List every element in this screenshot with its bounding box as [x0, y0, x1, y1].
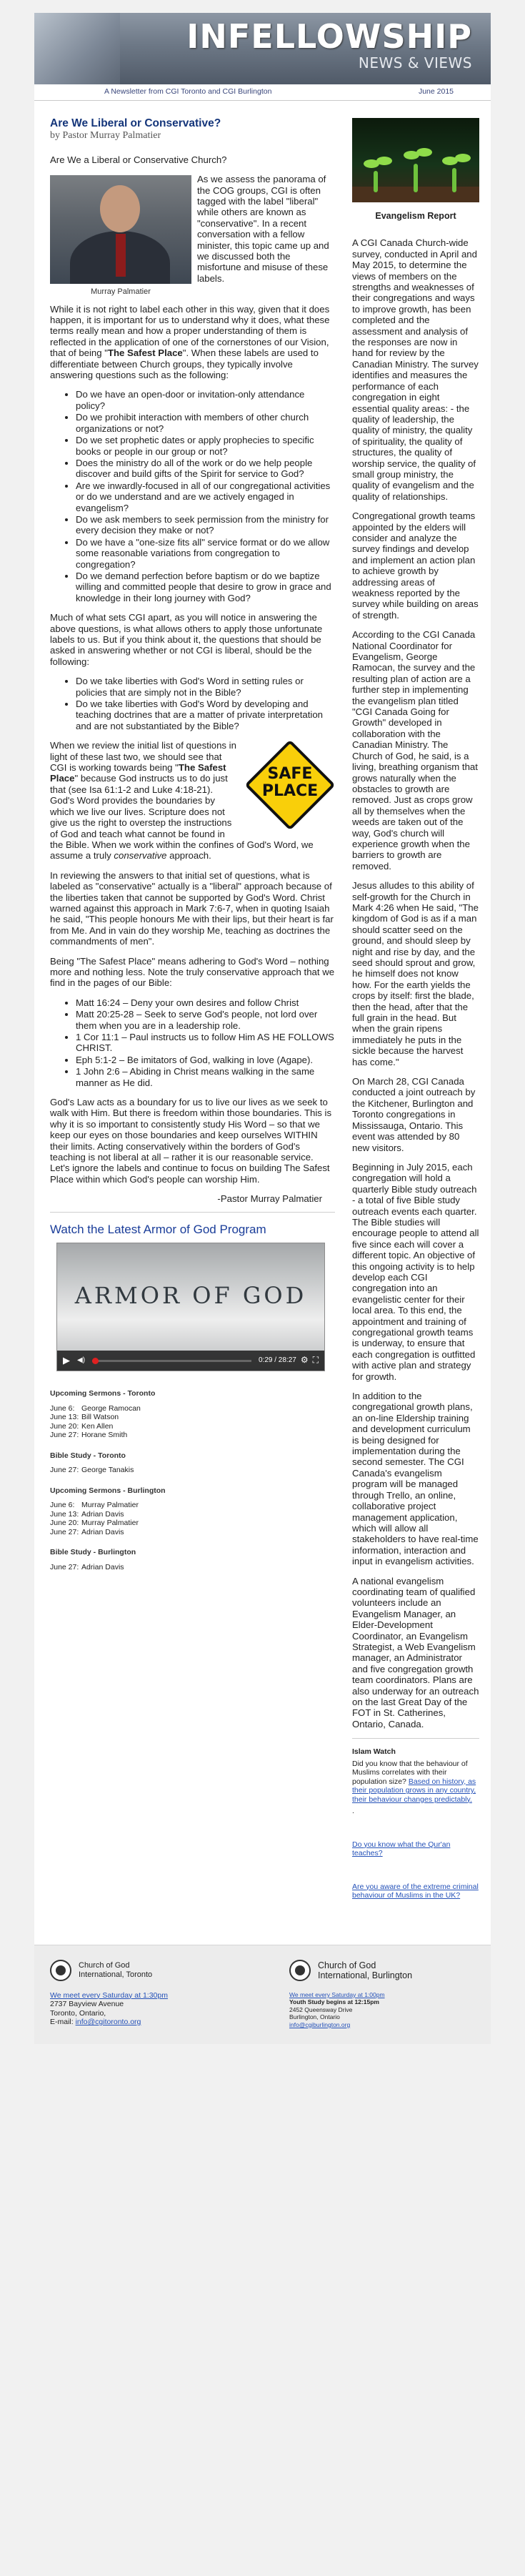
footer-address-2: Burlington, Ontario [289, 2013, 340, 2021]
author-photo [50, 175, 191, 284]
sidebar-paragraph: In addition to the congregational growth plans, an on-line Eldership training and development curriculum is being designed for implementation during the second semester. The CGI Canada's evangelism program will be managed through Trello, an online, collaborative project management application, which will allow all stakeholders to have real-time information, interaction and input in evangelism activities. [352, 1391, 479, 1567]
newsletter-page [34, 13, 491, 2044]
schedule-section [50, 1389, 335, 1571]
list-item: • Matt 16:24 – Deny your own desires and follow Christ [76, 997, 335, 1008]
sidebar-paragraph: Jesus alludes to this ability of self-growth for the Church in Mark 4:26 when He said, "The kingdom of God is as if a man should scatter seed on the ground, and should sleep by night and rise by day, and the seed should sprout and grow, he himself does not know how. For the earth yields the crops by itself: first the blade, then the head, after that the full grain in the head. But when the grain ripens immediately he puts in the sickle because the harvest has come." [352, 880, 479, 1067]
sidebar-paragraph: Beginning in July 2015, each congregation will hold a quarterly Bible study outreach - a total of five Bible study outreach events each quarter. The Bible studies will encourage people to attend all five since each will cover a different topic. An objective of this ongoing activity is to help develop each CGI congregation into an evangelistic center for their local area. To this end, the appointment and training of congregational growth teams is underway, to ensure that each congregation is outfitted with active plan and strategy for growth. [352, 1161, 479, 1382]
schedule-heading-burlington: Upcoming Sermons - Burlington [50, 1486, 166, 1495]
schedule-heading-toronto: Upcoming Sermons - Toronto [50, 1389, 156, 1398]
islam-watch-text: Did you know that the behaviour of Muslims correlates with their population size? Based on history, as their population grows in any country, their behaviour changes predictably. [352, 1759, 476, 1804]
safe-place-sign-image [245, 740, 335, 830]
newsletter-banner [34, 13, 491, 84]
article-paragraph-5: In reviewing the answers to that initial set of questions, what is labeled as "conservative" actually is a "liberal" approach because of the liberties taken that cannot be supported by God's Word. Christ warned against this approach in Mark 7:6-7, when in quoting Isaiah he said, "This people honours Me with their lips, but their heart is far from Me. And in vain do they worship Me, teaching as doctrines the commandments of men". [50, 869, 334, 947]
article-paragraph-3: Much of what sets CGI apart, as you will notice in answering the above questions, is what allows others to apply those unfortunate labels to us. But if you think about it, the questions that should be asked in answering whether or not CGI is liberal, should be the following: [50, 612, 323, 667]
video-heading: Watch the Latest Armor of God Program [50, 1222, 266, 1236]
list-item: • Do we have an open-door or invitation-only attendance policy? [76, 389, 335, 411]
church-seal-icon [289, 1960, 311, 1981]
video-controls [57, 1351, 324, 1371]
footer-meeting-time[interactable]: We meet every Saturday at 1:00pm [289, 1990, 385, 1998]
content-columns [34, 101, 491, 1925]
footer-logo-burlington [289, 1960, 475, 1981]
sidebar-paragraph: Congregational growth teams appointed by the elders will consider and analyze the survey findings and develop and implement an action plan to achieve growth by addressing areas of weakness reported by the survey while building on areas of strength. [352, 510, 479, 621]
article-intro: Are We a Liberal or Conservative Church? [50, 154, 227, 165]
banner-photo [34, 13, 120, 84]
islam-history-link[interactable]: Based on history, as their population grows in any country, their behaviour changes predictably. [352, 1777, 476, 1804]
sidebar-paragraph: A national evangelism coordinating team of qualified volunteers include an Evangelism Manager, an Elder-Development Coordinator, an Evangelism Strategist, a Web Evangelism manager, an Administrator and five congregation growth team coordinators. Plans are also underway for an outreach on the last Great Day of the FOT in St. Catherines, Ontario, Canada. [352, 1576, 479, 1739]
schedule-row: June 27: George Tanakis [50, 1466, 134, 1475]
footer-org-branch: International, Toronto [79, 1970, 153, 1979]
footer-address-2: Toronto, Ontario, [50, 2008, 106, 2018]
tagline-bar [34, 84, 491, 101]
footer-org-name: Church of God [79, 1960, 130, 1970]
question-list [50, 389, 335, 603]
footer-logo-toronto [50, 1960, 236, 1981]
footer-org-name: Church of God [318, 1960, 376, 1970]
list-item: • Does the ministry do all of the work or do we help people discover and build gifts of the Spirit for service to God? [76, 458, 335, 480]
footer-email-row: E-mail: info@cgitoronto.org [50, 2018, 141, 2027]
list-item: • Are we inwardly-focused in all of our congregational activities or do we understand and are we actively engaged in evangelism? [76, 480, 335, 513]
progress-handle[interactable] [92, 1358, 99, 1364]
video-time: 0:29 / 28:27 [259, 1356, 296, 1365]
list-item: • Do we demand perfection before baptism or do we baptize willing and committed people that desire to grow in grace and knowledge in their long journey with God? [76, 571, 335, 603]
footer-org-branch: International, Burlington [318, 1970, 413, 1980]
article-byline: by Pastor Murray Palmatier [50, 130, 161, 142]
schedule-row: June 13: Adrian Davis [50, 1509, 124, 1519]
footer-youth-study: Youth Study begins at 12:15pm [289, 1998, 379, 2006]
islam-dot: . [352, 1807, 354, 1816]
footer-email-link[interactable]: info@cgiburlington.org [289, 2020, 351, 2028]
article-paragraph-7: God's Law acts as a boundary for us to live our lives as we seek to walk with Him. But there is freedom within those boundaries. This is why it is so important to consistently study His Word – so that we keep our eyes on those boundaries and keep ourselves WITHIN their limits. Acting conservatively within the borders of God's teaching is not liberal at all – rather it is our reasonable service. Let's ignore the labels and continue to focus on building The Safest Place within which God's people can worship Him. [50, 1097, 332, 1185]
video-player[interactable] [57, 1243, 324, 1371]
article-paragraph-4: When we review the initial list of questions in light of these last two, we should see that CGI is working towards being "The Safest Place" because God instructs us to do just that (see Isa 61:1-2 and Luke 4:18-21). God's Word provides the boundaries by which we live our lives. Scripture does not give us the right to overstep the instructions of God and teach what cannot be found in the Bible. When we work within the confines of God's Word, we assume a truly conservative approach. [50, 740, 314, 862]
list-item: • Do we take liberties with God's Word in setting rules or policies that are simply not in the Bible? [76, 676, 335, 698]
settings-icon[interactable]: ⚙ [300, 1355, 309, 1366]
schedule-row: June 6: George Ramocan [50, 1403, 141, 1413]
main-column [50, 111, 335, 1925]
quran-link[interactable]: Do you know what the Qur'an teaches? [352, 1840, 451, 1858]
tagline-text: A Newsletter from CGI Toronto and CGI Burlington [104, 87, 272, 96]
islam-watch-heading: Islam Watch [352, 1747, 396, 1757]
schedule-row: June 20: Ken Allen [50, 1421, 114, 1431]
video-title: ARMOR OF GOD [74, 1282, 307, 1310]
fullscreen-icon[interactable]: ⛶ [312, 1355, 319, 1366]
schedule-row: June 13: Bill Watson [50, 1413, 119, 1422]
footer-toronto [50, 1960, 236, 2029]
article-closing [50, 1097, 335, 1213]
uk-behaviour-link[interactable]: Are you aware of the extreme criminal behaviour of Muslims in the UK? [352, 1882, 479, 1900]
article-paragraph-2: While it is not right to label each other in this way, given that it does happen, it is important for us to understand why it does, what these terms really mean and how a proper understanding of them is reflected in the application of one of the cornerstones of our Vision, that of being "The Safest Place". When these labels are used to differentiate between Church groups, they typically involve answering questions such as the following: [50, 303, 330, 381]
question-list-2 [50, 676, 335, 731]
schedule-heading-bs-toronto: Bible Study - Toronto [50, 1451, 126, 1460]
author-caption: Murray Palmatier [91, 287, 151, 297]
banner-subtitle: NEWS & VIEWS [358, 54, 472, 71]
schedule-row: June 6: Murray Palmatier [50, 1501, 139, 1510]
church-seal-icon [50, 1960, 71, 1981]
schedule-row: June 20: Murray Palmatier [50, 1519, 139, 1528]
article-title: Are We Liberal or Conservative? [50, 117, 221, 129]
list-item: • 1 John 2:6 – Abiding in Christ means walking in the same manner as He did. [76, 1066, 335, 1088]
volume-icon[interactable]: ◀) [77, 1356, 86, 1365]
banner-title: INFELLOWSHIP [186, 17, 472, 56]
schedule-row: June 27: Adrian Davis [50, 1527, 124, 1536]
sidebar-links [352, 1840, 479, 1900]
footer-address-1: 2737 Bayview Avenue [50, 2000, 124, 2009]
play-icon[interactable]: ▶ [63, 1355, 70, 1366]
sidebar-paragraph: A CGI Canada Church-wide survey, conducted in April and May 2015, to determine the views of members on the strengths and weaknesses of their congregations and ways to improve growth, has been completed and the assessment and analysis of the responses are now in hand for review by the Canadian Ministry. The survey identifies and measures the performance of each congregation in eight essential quality areas: - the quality of leadership, the quality of ministry, the quality of spirituality, the quality of structures, the quality of worship service, the quality of small group ministry, the quality of evangelism and the quality of relationships. [352, 237, 479, 502]
article-paragraph-1: As we assess the panorama of the COG groups, CGI is often tagged with the label "liberal" while others are known as "conservative". In a recent conversation with a fellow minister, this topic came up and we discussed both the misfortune and misuse of these labels. [197, 174, 329, 284]
seedlings-image [352, 118, 479, 202]
list-item: • Matt 20:25-28 – Seek to serve God's people, not lord over them when you are in a leadership role. [76, 1009, 335, 1031]
footer-email-link[interactable]: info@cgitoronto.org [75, 2018, 141, 2027]
verse-list [50, 997, 335, 1088]
author-figure [50, 175, 191, 300]
issue-date: June 2015 [418, 87, 454, 96]
list-item: • Do we have a "one-size fits all" service format or do we allow some reasonable variations from congregation to congregation? [76, 537, 335, 570]
footer-address-1: 2452 Queensway Drive [289, 2005, 353, 2013]
list-item: • Eph 5:1-2 – Be imitators of God, walking in love (Agape). [76, 1055, 335, 1065]
article-signature: -Pastor Murray Palmatier [217, 1193, 322, 1205]
list-item: • Do we take liberties with God's Word by developing and teaching doctrines that are a matter of private interpretation and are not substantiated by the Bible? [76, 699, 335, 731]
list-item: • Do we prohibit interaction with members of other church organizations or not? [76, 412, 335, 434]
list-item: • 1 Cor 11:1 – Paul instructs us to follow Him AS HE FOLLOWS CHRIST. [76, 1032, 335, 1054]
footer-burlington [289, 1960, 475, 2029]
sign-text-safe: SAFE [267, 765, 313, 784]
footer [34, 1945, 491, 2045]
schedule-row: June 27: Horane Smith [50, 1431, 128, 1440]
schedule-heading-bs-burlington: Bible Study - Burlington [50, 1548, 136, 1557]
sidebar-paragraph: On March 28, CGI Canada conducted a joint outreach by the Kitchener, Burlington and Toronto congregations in Mississauga, Ontario. This event was attended by 80 new visitors. [352, 1076, 476, 1153]
schedule-row: June 27: Adrian Davis [50, 1562, 124, 1571]
sidebar-column [352, 111, 479, 1925]
list-item: • Do we set prophetic dates or apply prophecies to specific books or people in our group or not? [76, 435, 335, 457]
sign-text-place: PLACE [261, 782, 319, 801]
list-item: • Do we ask members to seek permission from the ministry for every decision they make or not? [76, 514, 335, 536]
sidebar-paragraph: According to the CGI Canada National Coordinator for Evangelism, George Ramocan, the survey and the resulting plan of action are a further step in implementing the evangelism plan titled "CGI Canada Going for Growth" developed in collaboration with the Canadian Ministry. The Church of God, he said, is a living, breathing organism that grows naturally when the obstacles to growth are removed. Just as crops grow all by themselves when the weeds are taken out of the way, God's church will experience growth when the barriers to growth are removed. [352, 629, 478, 872]
islam-watch [352, 1747, 479, 1816]
video-progress[interactable] [92, 1360, 251, 1362]
article-paragraph-6: Being "The Safest Place" means adhering to God's Word – nothing more and nothing less. Note the truly conservative approach that we find in the pages of our Bible: [50, 955, 335, 989]
evangelism-report-heading: Evangelism Report [375, 211, 456, 221]
footer-meeting-time[interactable]: We meet every Saturday at 1:30pm [50, 1990, 168, 2000]
